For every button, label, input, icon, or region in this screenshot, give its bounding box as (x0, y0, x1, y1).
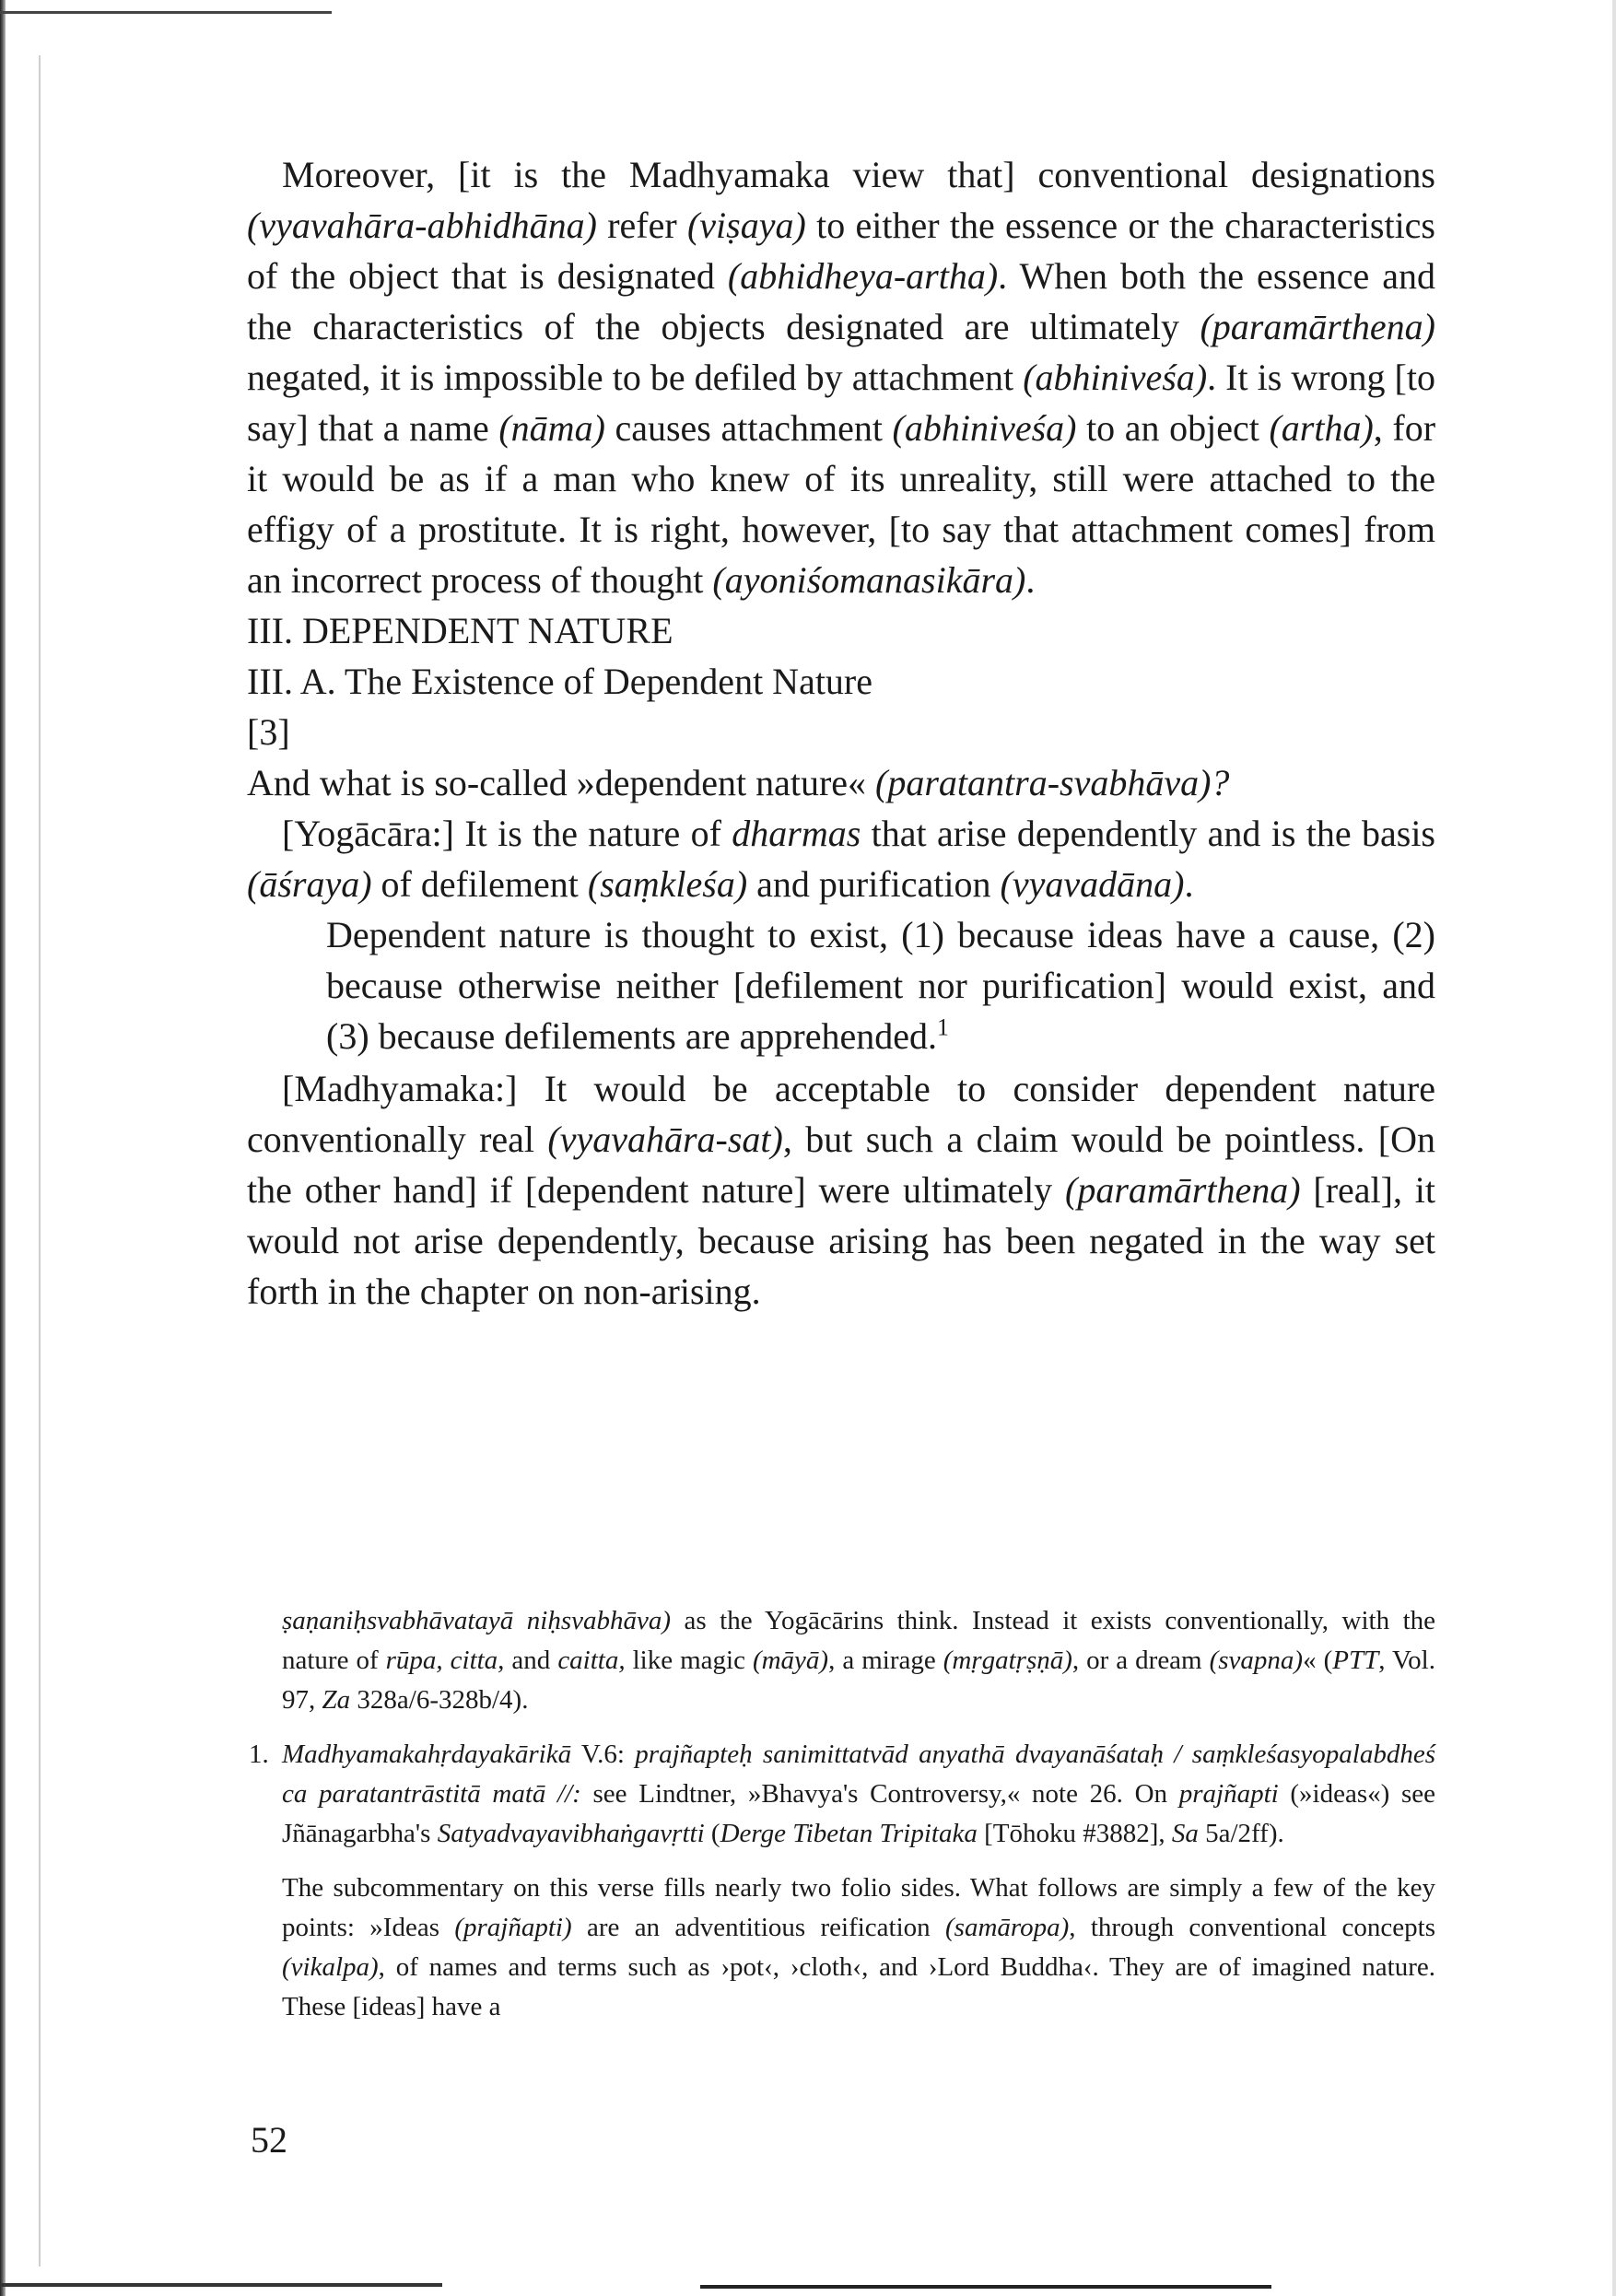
text-run: , a mirage (828, 1646, 943, 1675)
text-run: and (504, 1646, 558, 1675)
sanskrit-term: (mṛgatṛṣṇā) (943, 1646, 1072, 1675)
sanskrit-term: ṣaṇaniḥsvabhāvatayā niḥsvabhāva) (282, 1606, 672, 1635)
text-run: are an adventitious reification (571, 1913, 945, 1942)
text-run: refer (596, 205, 687, 246)
text-run: , Vol. 97, (282, 1646, 1435, 1715)
sanskrit-term: (paramārthena) (1200, 306, 1435, 347)
sanskrit-term: (svapna) (1209, 1646, 1304, 1675)
sanskrit-term: (vyavahāra-sat) (547, 1119, 783, 1160)
text-run: and purification (747, 863, 1001, 905)
page-number: 52 (251, 2119, 287, 2161)
footnote-continuation (282, 1601, 1435, 1720)
text-run: [Madhyamaka:] It would be acceptable to consider dependent nature conventionally real (247, 1068, 1435, 1160)
sanskrit-term: dharmas (732, 813, 861, 854)
text-run: [real], it would not arise dependently, because arising has been negated in the way set forth in the chapter on non-arising. (247, 1169, 1436, 1312)
sanskrit-term: prajñapti (1178, 1779, 1279, 1809)
text-run: as the Yogācārins think. Instead it exists conventionally, with the nature of (282, 1606, 1435, 1675)
scan-edge-left (0, 0, 6, 2296)
text-run: , through conventional concepts (1069, 1913, 1435, 1942)
madhyamaka-reply (247, 1063, 1435, 1317)
sanskrit-term: (abhiniveśa) (1023, 357, 1208, 398)
citation-title: Madhyamakahṛdayakārikā (282, 1740, 572, 1769)
text-run: . (1025, 559, 1036, 601)
text-run: causes attachment (604, 407, 893, 449)
footnote-1-continuation (282, 1868, 1435, 2027)
text-run: 5a/2ff). (1198, 1819, 1284, 1848)
text-run: to an object (1076, 407, 1270, 449)
sanskrit-term: (viṣaya) (686, 205, 806, 246)
sanskrit-verse: prajñapteḥ sanimittatvād anyathā dvayanāśataḥ / saṃkleśasyopalabdheś ca paratantrāstitā matā //: (282, 1740, 1435, 1809)
sanskrit-term: (prajñapti) (454, 1913, 572, 1942)
sanskrit-term: caitta, (557, 1646, 626, 1675)
scan-edge-bottom-left (0, 2283, 442, 2287)
footnotes (249, 1601, 1435, 2027)
citation-title: Derge Tibetan Tripitaka (720, 1819, 978, 1848)
text-run: that arise dependently and is the basis (861, 813, 1435, 854)
text-run: And what is so-called »dependent nature« (247, 762, 876, 803)
section-heading: III. DEPENDENT NATURE (247, 610, 673, 651)
text-run: negated, it is impossible to be defiled by attachment (247, 357, 1024, 398)
question-line (247, 757, 1435, 808)
text-run: of defilement (371, 863, 588, 905)
sanskrit-term: (māyā) (752, 1646, 829, 1675)
text-run: Moreover, [it is the Madhyamaka view that] conventional designations (282, 154, 1435, 195)
text-run: (»ideas«) see Jñānagarbha's (282, 1779, 1435, 1848)
citation-title: Sa (1171, 1819, 1199, 1848)
sanskrit-term: (ayoniśomanasikāra) (712, 559, 1026, 601)
text-run: V.6: (571, 1740, 636, 1769)
text-run: like magic (625, 1646, 753, 1675)
scan-edge-bottom-center (700, 2285, 1271, 2289)
sanskrit-term: (nāma) (498, 407, 605, 449)
citation-title: Za (322, 1685, 351, 1715)
text-run: ( (704, 1819, 720, 1848)
text-run: see Lindtner, »Bhavya's Controversy,« note 26. On (580, 1779, 1179, 1809)
main-text (247, 149, 1435, 1317)
verse-text: Dependent nature is thought to exist, (1) because ideas have a cause, (2) because otherwise neither [defilement nor purification] would exist, and (3) because defilements are apprehended. (326, 914, 1435, 1057)
text-run: . It is wrong [to say] that a name (247, 357, 1435, 449)
sanskrit-term: (saṃkleśa) (587, 863, 748, 905)
sanskrit-term: (āśraya) (247, 863, 372, 905)
sanskrit-term: (samāropa) (945, 1913, 1070, 1942)
sanskrit-term: (vyavadāna) (1000, 863, 1185, 905)
text-run: . (1184, 863, 1194, 905)
scan-edge-right (1612, 0, 1616, 2296)
verse-number: [3] (247, 711, 290, 753)
sanskrit-term: (artha) (1269, 407, 1374, 449)
paragraph-attachment (247, 149, 1435, 605)
sanskrit-term: (paramārthena) (1065, 1169, 1301, 1211)
text-run: « ( (1303, 1646, 1333, 1675)
text-run: [Tōhoku #3882], (977, 1819, 1172, 1848)
text-run: , of names and terms such as ›pot‹, ›cloth‹, and ›Lord Buddha‹. They are of imagined nature. These [ideas] have a (282, 1952, 1435, 2021)
text-run: [Yogācāra:] It is the nature of (282, 813, 732, 854)
yogacara-reply (247, 808, 1435, 909)
citation-title: PTT (1332, 1646, 1379, 1675)
scan-line-left (39, 55, 41, 2267)
text-run: , for it would be as if a man who knew of its unreality, still were attached to the effigy of a prostitute. It is right, however, [to say that attachment comes] from an incorrect process of thought (247, 407, 1436, 601)
citation-title: Satyadvayavibhaṅgavṛtti (437, 1819, 705, 1848)
text-run: to either the essence or the characteristics of the object that is designated (247, 205, 1435, 297)
text-run: , or a dream (1071, 1646, 1210, 1675)
sanskrit-term: rūpa, citta, (385, 1646, 505, 1675)
footnote-reference[interactable]: 1 (937, 1013, 949, 1041)
text-run: 328a/6-328b/4). (350, 1685, 529, 1715)
footnote-1 (249, 1735, 1435, 1854)
footnote-number: 1. (249, 1740, 269, 1769)
sanskrit-term: (vikalpa) (282, 1952, 379, 1982)
text-run: The subcommentary on this verse fills nearly two folio sides. What follows are simply a few of the key points: »Ideas (282, 1873, 1435, 1942)
scan-edge-top (0, 11, 332, 14)
text-run: . When both the essence and the characteristics of the objects designated are ultimately (247, 255, 1436, 347)
subsection-heading: III. A. The Existence of Dependent Nature (247, 661, 873, 702)
text-run: , but such a claim would be pointless. [On the other hand] if [dependent nature] were ultimately (247, 1119, 1435, 1211)
verse-quotation (326, 909, 1435, 1061)
sanskrit-term: (abhiniveśa) (892, 407, 1077, 449)
sanskrit-term: (paratantra-svabhāva)? (875, 762, 1230, 803)
sanskrit-term: (abhidheya-artha) (727, 255, 999, 297)
sanskrit-term: (vyavahāra-abhidhāna) (247, 205, 597, 246)
